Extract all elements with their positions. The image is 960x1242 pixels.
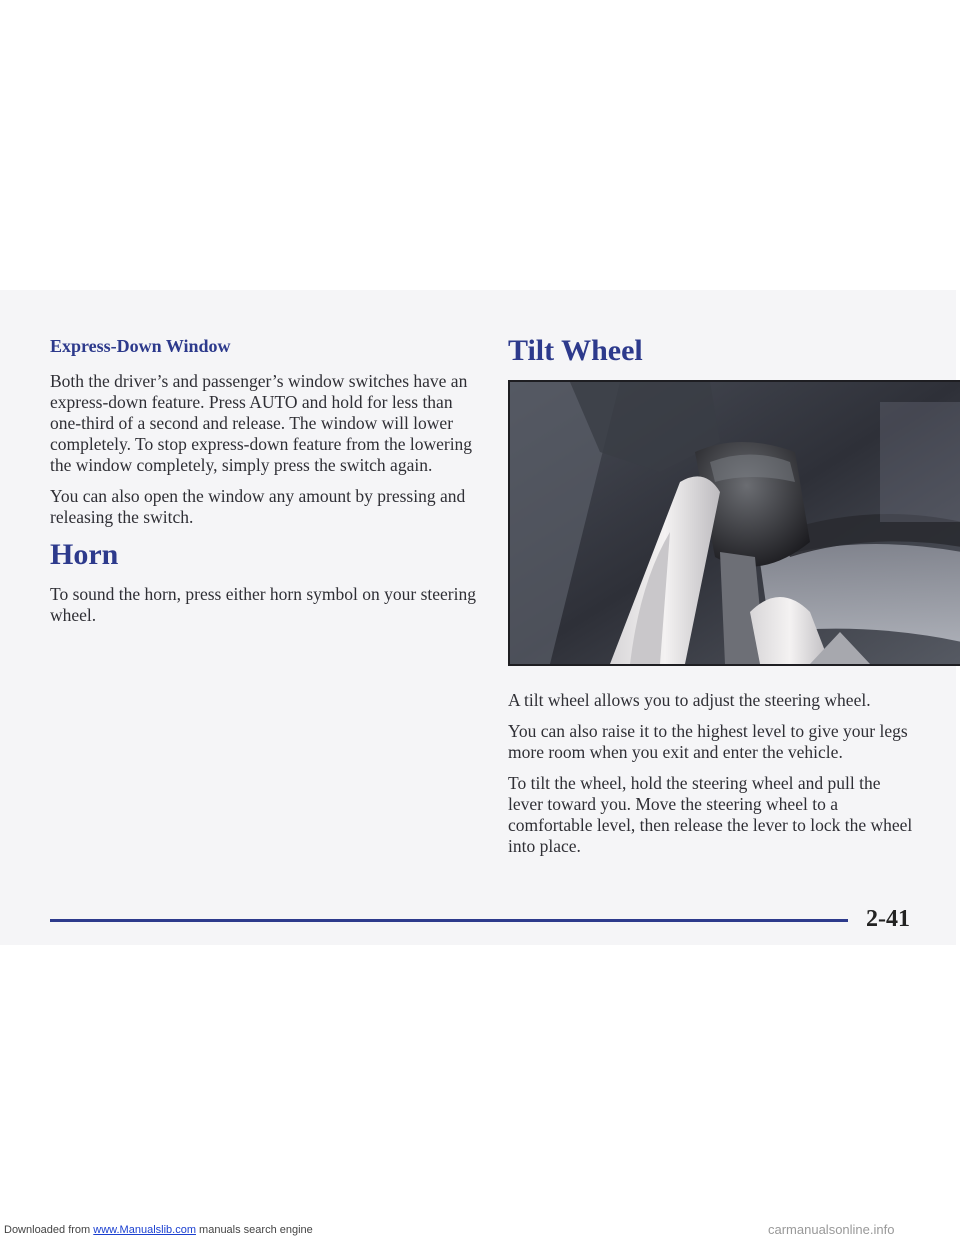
manualslib-link[interactable]: www.Manualslib.com bbox=[93, 1224, 196, 1236]
footer-rule bbox=[50, 919, 848, 922]
express-down-paragraph-1: Both the driver’s and passenger’s window switches have an express-down feature. Press AUTO and hold for less than one-third of a second and release. The window will lower completely. To stop express-down feature from the lowering the window completely, simply press the switch again. bbox=[50, 371, 473, 475]
page-number: 2-41 bbox=[866, 906, 910, 932]
footer-suffix: manuals search engine bbox=[195, 1224, 313, 1236]
tilt-paragraph-3: To tilt the wheel, hold the steering wheel and pull the lever toward you. Move the steering wheel to a comfortable level, then release the lever to lock the wheel into place. bbox=[508, 773, 913, 856]
footer-prefix: Downloaded from bbox=[4, 1224, 94, 1236]
download-footer bbox=[4, 1224, 313, 1236]
left-column bbox=[50, 336, 480, 636]
watermark-text: carmanualsonline.info bbox=[768, 1222, 895, 1237]
tilt-paragraph-2: You can also raise it to the highest level to give your legs more room when you exit and enter the vehicle. bbox=[508, 721, 908, 762]
express-down-heading: Express-Down Window bbox=[50, 336, 231, 356]
horn-heading: Horn bbox=[50, 538, 119, 571]
right-column bbox=[508, 336, 918, 867]
tilt-wheel-heading: Tilt Wheel bbox=[508, 334, 643, 367]
horn-paragraph: To sound the horn, press either horn symbol on your steering wheel. bbox=[50, 584, 476, 625]
express-down-paragraph-2: You can also open the window any amount by pressing and releasing the switch. bbox=[50, 486, 466, 527]
tilt-paragraph-1: A tilt wheel allows you to adjust the steering wheel. bbox=[508, 690, 871, 710]
tilt-lever-photo bbox=[508, 380, 960, 666]
tilt-lever-illustration bbox=[510, 382, 960, 664]
